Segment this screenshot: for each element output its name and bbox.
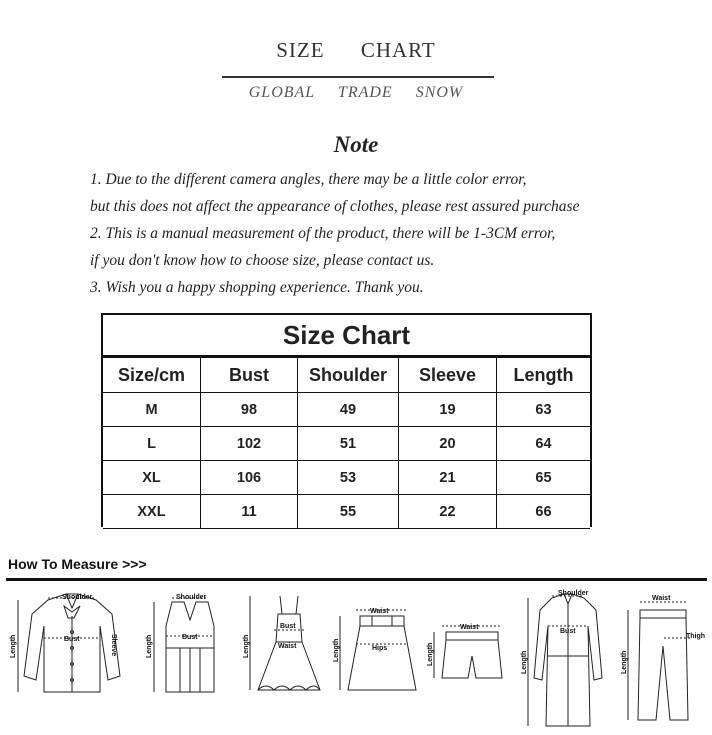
- table-cell: 19: [399, 393, 497, 427]
- bust-label: Bust: [64, 636, 80, 643]
- shorts-figure-icon: [424, 586, 516, 706]
- table-row: [103, 461, 590, 495]
- pants-figure-icon: [618, 586, 706, 726]
- how-to-measure-heading: How To Measure >>>: [8, 556, 147, 572]
- table-cell: 65: [497, 461, 591, 495]
- table-cell: 49: [298, 393, 399, 427]
- table-cell: 66: [497, 495, 591, 529]
- table-row: [103, 393, 590, 427]
- table-cell: 51: [298, 427, 399, 461]
- table-cell: 64: [497, 427, 591, 461]
- table-cell: 106: [201, 461, 298, 495]
- length-label: Length: [333, 638, 340, 662]
- shirt-figure-icon: [8, 586, 136, 706]
- length-label: Length: [621, 650, 628, 674]
- waist-label: Waist: [278, 643, 297, 650]
- table-cell: 102: [201, 427, 298, 461]
- size-table: [103, 357, 590, 529]
- waist-label: Waist: [652, 595, 671, 602]
- waist-label: Waist: [370, 608, 389, 615]
- table-cell: 63: [497, 393, 591, 427]
- shoulder-label: Shoulder: [176, 594, 207, 601]
- column-header: Length: [497, 358, 591, 393]
- length-label: Length: [146, 634, 153, 658]
- table-cell: XXL: [103, 495, 201, 529]
- note-heading: Note: [333, 132, 379, 157]
- column-header: Shoulder: [298, 358, 399, 393]
- column-header: Sleeve: [399, 358, 497, 393]
- table-cell: XL: [103, 461, 201, 495]
- shoulder-label: Shoulder: [62, 594, 93, 601]
- note-line: 3. Wish you a happy shopping experience. Thank you.: [90, 279, 424, 296]
- note-line: if you don't know how to choose size, please contact us.: [90, 252, 435, 269]
- note-line: 2. This is a manual measurement of the product, there will be 1-3CM error,: [90, 225, 556, 242]
- table-row: [103, 495, 590, 529]
- thigh-label: Thigh: [686, 633, 706, 640]
- shoulder-label: Shoulder: [558, 590, 589, 597]
- length-label: Length: [10, 634, 17, 658]
- tank-top-figure-icon: [140, 586, 240, 706]
- length-label: Length: [243, 634, 250, 658]
- table-cell: 11: [201, 495, 298, 529]
- table-row: [103, 427, 590, 461]
- column-header: Size/cm: [103, 358, 201, 393]
- dress-figure-icon: [244, 586, 334, 706]
- section-divider: [6, 578, 707, 581]
- table-header-row: [103, 358, 590, 393]
- table-cell: M: [103, 393, 201, 427]
- brand-subtitle: GLOBAL TRADE SNOW: [248, 84, 464, 101]
- coat-figure-icon: [518, 586, 616, 734]
- sleeve-label: Sleeve: [110, 634, 117, 657]
- bust-label: Bust: [182, 634, 198, 641]
- size-chart-table: [101, 313, 592, 527]
- table-cell: L: [103, 427, 201, 461]
- title-divider: [222, 76, 494, 78]
- table-cell: 53: [298, 461, 399, 495]
- table-cell: 98: [201, 393, 298, 427]
- page-title: SIZE CHART: [276, 38, 436, 62]
- note-line: 1. Due to the different camera angles, there may be a little color error,: [90, 171, 527, 188]
- table-cell: 22: [399, 495, 497, 529]
- skirt-figure-icon: [334, 586, 422, 706]
- table-cell: 21: [399, 461, 497, 495]
- table-cell: 55: [298, 495, 399, 529]
- size-chart-title: Size Chart: [103, 315, 590, 357]
- bust-label: Bust: [280, 623, 296, 630]
- table-cell: 20: [399, 427, 497, 461]
- bust-label: Bust: [560, 628, 576, 635]
- hips-label: Hips: [372, 645, 388, 652]
- note-line: but this does not affect the appearance of clothes, please rest assured purchase: [90, 198, 580, 215]
- length-label: Length: [427, 642, 434, 666]
- waist-label: Waist: [460, 624, 479, 631]
- length-label: Length: [521, 650, 528, 674]
- column-header: Bust: [201, 358, 298, 393]
